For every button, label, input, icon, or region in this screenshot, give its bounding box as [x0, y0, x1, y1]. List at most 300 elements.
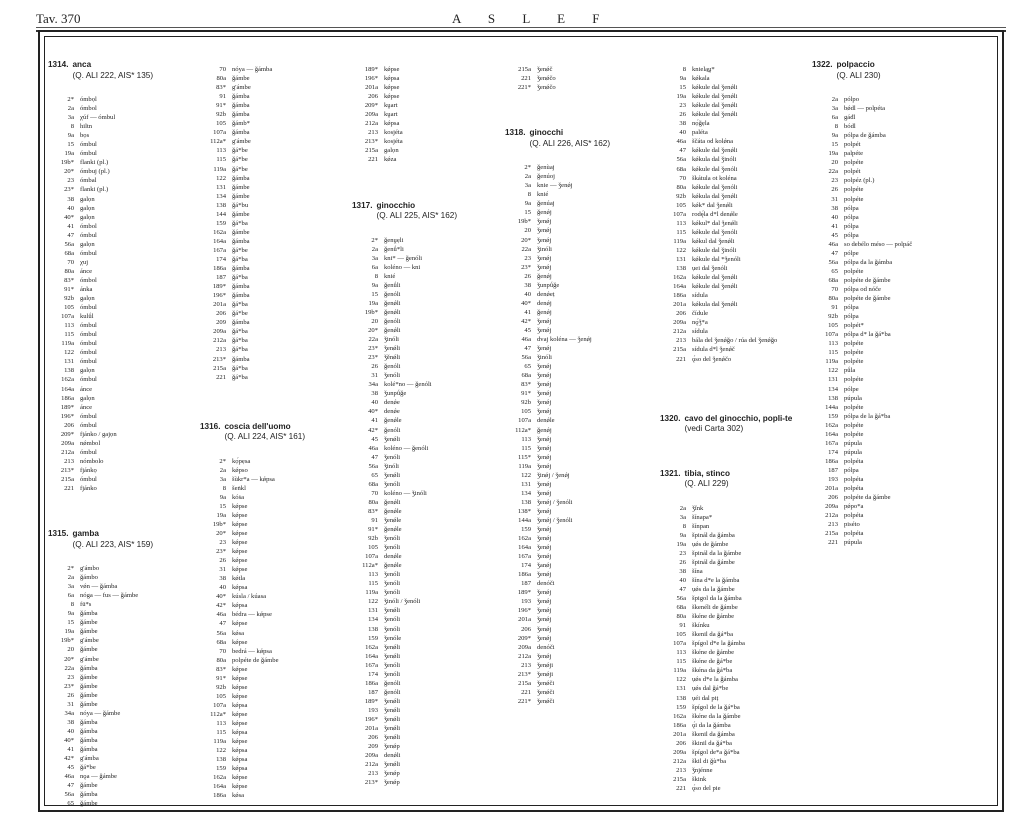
- point-code: 186a: [673, 721, 686, 729]
- dialect-form: pólpa: [844, 213, 859, 221]
- entry-row: [200, 683, 356, 692]
- entry-row: [48, 185, 204, 194]
- point-code: 159: [828, 412, 838, 420]
- dialect-form: ǯenǿli: [384, 652, 401, 660]
- dialect-form: ǯenǿj: [537, 227, 552, 235]
- point-code: 119a: [518, 462, 531, 470]
- point-code: 196*: [517, 607, 531, 615]
- entry-row: [812, 511, 968, 520]
- dialect-form: ǯenǿli: [384, 761, 401, 769]
- dialect-form: kǿpse: [232, 665, 248, 673]
- dialect-form: ǯenóli: [384, 661, 401, 669]
- entry-row: [352, 119, 508, 128]
- point-code: 186a: [213, 265, 226, 273]
- point-code: 107a: [365, 553, 378, 561]
- point-code: 47: [371, 453, 378, 461]
- point-code: 164a: [213, 783, 226, 791]
- dialect-form: ǧenóli: [384, 426, 401, 434]
- point-code: 8: [527, 191, 531, 199]
- point-code: 131: [368, 607, 378, 615]
- entry-row: [200, 373, 356, 382]
- entry-row: [505, 606, 661, 615]
- entry-row: [200, 219, 356, 228]
- dialect-form: škéne da la ǧámbe: [692, 712, 741, 720]
- point-code: 138: [676, 265, 686, 273]
- entry-row: [200, 656, 356, 665]
- dialect-form: špinál da ǧámbe: [692, 558, 735, 566]
- dialect-form: ǯenǿj: [537, 625, 552, 633]
- entry-row: [200, 520, 356, 529]
- point-code: 15: [67, 141, 74, 149]
- point-code: 215a: [825, 530, 838, 538]
- point-code: 19b*: [364, 308, 378, 316]
- dialect-form: kǿpse: [232, 539, 248, 547]
- point-code: 92b: [216, 683, 226, 691]
- dialect-form: škéna da ǧá*ba: [692, 667, 733, 675]
- dialect-form: ǧenǘli: [384, 281, 401, 289]
- point-code: 47: [679, 147, 686, 155]
- dialect-form: kǿpsa: [384, 120, 400, 128]
- section-heading: [660, 469, 816, 490]
- entry-row: [505, 525, 661, 534]
- entry-row: [660, 155, 816, 164]
- dialect-form: ǧámba: [80, 736, 98, 744]
- dialect-form: pólpa: [844, 204, 859, 212]
- entry-row: [352, 489, 508, 498]
- point-code: 131: [64, 358, 74, 366]
- dialect-form: ǯenǿj: [537, 535, 552, 543]
- dialect-form: kǿpsa: [232, 765, 248, 773]
- point-code: 221*: [517, 697, 531, 705]
- entry-row: [200, 791, 356, 800]
- point-code: 20: [67, 646, 74, 654]
- point-code: 23*: [216, 548, 226, 556]
- entry-row: [660, 522, 816, 531]
- point-code: 46a: [64, 773, 74, 781]
- dialect-form: kǿpse: [232, 557, 248, 565]
- point-code: 122: [368, 598, 378, 606]
- dialect-form: kǿpse: [232, 710, 248, 718]
- entry-row: [200, 502, 356, 511]
- entry-row: [352, 299, 508, 308]
- entry-row: [660, 264, 816, 273]
- entry-row: [505, 217, 661, 226]
- entry-row: [352, 742, 508, 751]
- dialect-form: kǿpse: [232, 620, 248, 628]
- point-code: 159: [216, 765, 226, 773]
- dialect-form: pólpa: [844, 313, 859, 321]
- entry-row: [352, 625, 508, 634]
- point-code: 201a: [825, 485, 838, 493]
- point-code: 34a: [64, 709, 74, 717]
- dialect-form: ǧámba: [80, 727, 98, 735]
- entry-row: [200, 475, 356, 484]
- dialect-form: ǧenǿli: [384, 326, 401, 334]
- entry-row: [352, 670, 508, 679]
- dialect-form: ǯenǿj / ǯenóli: [537, 498, 573, 506]
- dialect-form: ómbol: [80, 276, 97, 284]
- point-code: 196*: [212, 292, 226, 300]
- section-heading: [200, 422, 356, 443]
- section-heading: [505, 128, 661, 149]
- entry-row: [48, 618, 204, 627]
- dialect-form: polpéz (pl.): [844, 177, 875, 185]
- dialect-form: púpula: [844, 394, 862, 402]
- entry-row: [352, 128, 508, 137]
- entry-row: [505, 389, 661, 398]
- point-code: 213: [368, 770, 378, 778]
- point-code: 23: [524, 254, 531, 262]
- entry-row: [48, 709, 204, 718]
- point-code: 9a: [67, 132, 74, 140]
- dialect-form: ǧámbe: [80, 682, 98, 690]
- entry-row: [660, 630, 816, 639]
- entry-row: [812, 520, 968, 529]
- point-code: 213: [368, 129, 378, 137]
- point-code: 201a: [518, 616, 531, 624]
- dialect-form: polpéte: [844, 159, 864, 167]
- entry-row: [812, 366, 968, 375]
- entry-row: [812, 122, 968, 131]
- point-code: 167a: [365, 661, 378, 669]
- entry-row: [200, 764, 356, 773]
- dialect-form: kǿpsa: [232, 602, 248, 610]
- dialect-form: kni* — ǧenóli: [384, 254, 423, 262]
- dialect-form: ómbul: [80, 331, 97, 339]
- dialect-form: ǯenǿj: [537, 616, 552, 624]
- dialect-form: kǿkula dal ǯinóli: [692, 156, 737, 164]
- entry-row: [660, 219, 816, 228]
- entry-row: [48, 466, 204, 475]
- point-code: 213*: [364, 779, 378, 787]
- dialect-form: kǿpsa: [384, 75, 400, 83]
- point-code: 56a: [64, 240, 74, 248]
- dialect-form: galọn: [384, 147, 399, 155]
- dialect-form: šína d*e la ǧámba: [692, 576, 740, 584]
- entry-row: [660, 567, 816, 576]
- point-code: 113: [64, 322, 74, 330]
- dialect-form: ǯenǿči: [537, 679, 555, 687]
- entry-row: [48, 385, 204, 394]
- dialect-form: ǯenǿli: [384, 734, 401, 742]
- point-code: 80a: [216, 75, 226, 83]
- dialect-form: ǯenǿp: [384, 779, 400, 787]
- entry-row: [660, 721, 816, 730]
- dialect-form: bála del ǯenǿǧo / rúa del ǯenǿǧo: [692, 337, 778, 345]
- entry-row: [812, 276, 968, 285]
- dialect-form: ǧá*be: [232, 147, 248, 155]
- point-code: 15: [679, 84, 686, 92]
- dialect-form: ǯenóli: [384, 535, 401, 543]
- entry-row: [660, 621, 816, 630]
- entry-row: [200, 773, 356, 782]
- dialect-form: ómbul: [80, 448, 97, 456]
- point-code: 3a: [679, 513, 686, 521]
- point-code: 9a: [219, 493, 226, 501]
- point-code: 212a: [673, 328, 686, 336]
- point-code: 221: [676, 355, 686, 363]
- point-code: 2*: [67, 565, 74, 573]
- point-code: 22a: [521, 245, 531, 253]
- entry-row: [505, 208, 661, 217]
- entry-row: [812, 430, 968, 439]
- point-code: 206: [676, 310, 686, 318]
- entry-row: [352, 688, 508, 697]
- entry-row: [48, 104, 204, 113]
- point-code: 159: [368, 634, 378, 642]
- dialect-form: bọs: [80, 132, 90, 140]
- point-code: 209a: [365, 752, 378, 760]
- dialect-form: fjánkọ: [80, 466, 97, 474]
- point-code: 19b*: [212, 520, 226, 528]
- entry-row: [505, 661, 661, 670]
- entry-row: [352, 706, 508, 715]
- entry-row: [48, 158, 204, 167]
- entry-row: [352, 290, 508, 299]
- dialect-form: polpéte: [844, 267, 864, 275]
- point-code: 31: [831, 195, 838, 203]
- point-code: 221: [521, 688, 531, 696]
- dialect-form: kǿsa: [232, 629, 245, 637]
- point-code: 112a*: [515, 426, 531, 434]
- dialect-form: ǯenǿj: [537, 363, 552, 371]
- dialect-form: koléno — kni: [384, 263, 421, 271]
- dialect-form: škínku: [692, 622, 710, 630]
- point-code: 45: [371, 435, 378, 443]
- entry-row: [505, 588, 661, 597]
- entry-row: [505, 579, 661, 588]
- point-code: 119a: [825, 358, 838, 366]
- point-code: 23*: [64, 186, 74, 194]
- entry-row: [352, 74, 508, 83]
- dialect-form: denǿe: [384, 399, 400, 407]
- dialect-form: nọ́ǧẹla: [692, 120, 710, 128]
- entry-row: [48, 249, 204, 258]
- dialect-form: škenil da ǧámba: [692, 730, 735, 738]
- point-code: 8: [70, 601, 74, 609]
- dialect-form: ǯenóli: [384, 670, 401, 678]
- dialect-form: kǿpse: [232, 502, 248, 510]
- entry-row: [200, 574, 356, 583]
- point-code: 26: [67, 691, 74, 699]
- entry-row: [660, 137, 816, 146]
- entry-row: [505, 362, 661, 371]
- entry-row: [200, 665, 356, 674]
- entry-row: [200, 165, 356, 174]
- entry-row: [352, 462, 508, 471]
- dialect-form: ǯenǿčo: [537, 75, 556, 83]
- entry-row: [48, 645, 204, 654]
- dialect-form: škéne de ǧá*be: [692, 658, 733, 666]
- point-code: 209a: [61, 439, 74, 447]
- dialect-form: ǯenǿli: [384, 643, 401, 651]
- entry-row: [812, 339, 968, 348]
- dialect-form: ǯinóli: [384, 462, 400, 470]
- entry-row: [505, 615, 661, 624]
- entry-row: [505, 444, 661, 453]
- dialect-form: ǯinóli: [537, 245, 553, 253]
- point-code: 40*: [216, 593, 226, 601]
- header-rule: [36, 27, 1006, 28]
- point-code: 45: [524, 326, 531, 334]
- point-code: 68a: [368, 480, 378, 488]
- dialect-form: kǿpse: [232, 692, 248, 700]
- point-code: 83*: [64, 276, 74, 284]
- dialect-form: púpula: [844, 539, 862, 547]
- point-code: 80a: [368, 498, 378, 506]
- entry-row: [505, 65, 661, 74]
- dialect-form: denǿli: [384, 752, 401, 760]
- entry-row: [505, 226, 661, 235]
- dialect-form: koléno — ǧenóli: [384, 444, 429, 452]
- entry-row: [352, 697, 508, 706]
- dialect-form: ǧámb*: [232, 120, 250, 128]
- point-code: 115: [64, 331, 74, 339]
- entry-row: [200, 336, 356, 345]
- point-code: 40: [679, 576, 686, 584]
- dialect-form: ǯenǿj: [537, 236, 552, 244]
- point-code: 206: [368, 734, 378, 742]
- dialect-form: polpéte da ǧámbe: [844, 494, 891, 502]
- point-code: 26: [831, 186, 838, 194]
- entry-row: [48, 673, 204, 682]
- entry-row: [352, 353, 508, 362]
- entry-row: [352, 317, 508, 326]
- dialect-form: sídula: [692, 328, 708, 336]
- dialect-form: šínapa*: [692, 513, 713, 521]
- entry-row: [200, 264, 356, 273]
- dialect-form: ǧámbe: [80, 628, 98, 636]
- dialect-form: ómbul: [80, 340, 97, 348]
- dialect-form: ómbul: [80, 322, 97, 330]
- point-code: 162a: [61, 376, 74, 384]
- dialect-form: ǯenóli: [384, 571, 401, 579]
- dialect-form: polpéta: [844, 512, 864, 520]
- entry-row: [200, 65, 356, 74]
- section-heading: [812, 60, 968, 81]
- dialect-form: ǧámbe: [80, 800, 98, 808]
- entry-row: [352, 525, 508, 534]
- dialect-form: šína: [692, 567, 703, 575]
- dialect-form: ǧenǿj: [537, 308, 552, 316]
- entry-row: [48, 321, 204, 330]
- entry-row: [48, 195, 204, 204]
- point-code: 113: [216, 720, 226, 727]
- entry-row: [505, 371, 661, 380]
- point-code: 221: [216, 373, 226, 381]
- point-code: 122: [676, 676, 686, 684]
- entry-row: [505, 236, 661, 245]
- point-code: 162a: [673, 712, 686, 720]
- dialect-form: kǿpsa: [232, 584, 248, 592]
- dialect-form: ǧámbe: [80, 691, 98, 699]
- point-code: 42*: [216, 602, 226, 610]
- point-code: 209a: [365, 111, 378, 119]
- entry-row: [660, 784, 816, 793]
- entry-row: [660, 65, 816, 74]
- point-code: 167a: [213, 246, 226, 254]
- entry-row: [812, 493, 968, 502]
- column-5: [660, 60, 816, 793]
- dialect-form: polpéte: [844, 421, 864, 429]
- entry-row: [812, 195, 968, 204]
- point-code: 105: [216, 692, 226, 700]
- point-code: 196*: [364, 716, 378, 723]
- point-code: 46a: [521, 336, 531, 344]
- point-code: 134: [216, 192, 226, 200]
- entry-row: [660, 739, 816, 748]
- dialect-form: ǫ́i da la ǧámba: [692, 721, 731, 729]
- point-code: 92b: [676, 192, 686, 200]
- point-code: 8: [834, 123, 838, 131]
- entry-row: [200, 155, 356, 164]
- entry-row: [660, 228, 816, 237]
- dialect-form: ǧenǿle: [384, 562, 402, 570]
- dialect-form: ǯenǿji: [537, 670, 554, 678]
- entry-row: [505, 507, 661, 516]
- section-number: 1314.: [48, 60, 69, 69]
- point-code: 8: [374, 272, 378, 280]
- entry-row: [505, 335, 661, 344]
- entry-row: [660, 237, 816, 246]
- point-code: 80a: [676, 613, 686, 621]
- dialect-form: ǯenóli: [384, 544, 401, 552]
- point-code: 193: [368, 706, 378, 714]
- entry-row: [812, 167, 968, 176]
- point-code: 186a: [673, 292, 686, 300]
- point-code: 40: [67, 727, 74, 735]
- dialect-form: kǿpsa: [232, 729, 248, 737]
- dialect-form: polpét: [844, 141, 861, 149]
- entry-row: [660, 703, 816, 712]
- dialect-form: ǧámba: [232, 93, 250, 101]
- dialect-form: piséto: [844, 521, 860, 529]
- point-code: 68a: [64, 249, 74, 257]
- point-code: 112a*: [210, 138, 226, 146]
- dialect-form: nómbolo: [80, 457, 104, 465]
- point-code: 23: [679, 549, 686, 557]
- point-code: 115*: [518, 453, 531, 461]
- entry-row: [48, 285, 204, 294]
- point-code: 186a: [365, 679, 378, 687]
- entry-row: [505, 625, 661, 634]
- dialect-form: ǯenǿj: [537, 652, 552, 660]
- entry-row: [200, 128, 356, 137]
- entry-row: [352, 643, 508, 652]
- dialect-form: pólpe: [844, 385, 859, 393]
- dialect-form: ǯenǿj: [537, 598, 552, 606]
- entry-row: [48, 664, 204, 673]
- dialect-form: kǿpse: [232, 511, 248, 519]
- entry-row: [812, 385, 968, 394]
- dialect-form: ǯenǿj: [537, 390, 552, 398]
- dialect-form: ǯenǿj: [537, 589, 552, 597]
- point-code: 23: [679, 102, 686, 110]
- entry-row: [505, 634, 661, 643]
- dialect-form: ǧenṷẹli: [384, 236, 404, 244]
- entry-row: [505, 181, 661, 190]
- point-code: 38: [831, 204, 838, 212]
- point-code: 162a: [213, 774, 226, 782]
- dialect-form: denǿle: [384, 553, 402, 561]
- dialect-form: polpéta: [844, 475, 864, 483]
- entry-row: [660, 675, 816, 684]
- dialect-form: ǧenǿli: [384, 498, 401, 506]
- entry-row: [812, 158, 968, 167]
- point-code: 46a: [216, 611, 226, 619]
- entry-row: [352, 426, 508, 435]
- dialect-form: polpéte de ǧámbe: [844, 295, 891, 303]
